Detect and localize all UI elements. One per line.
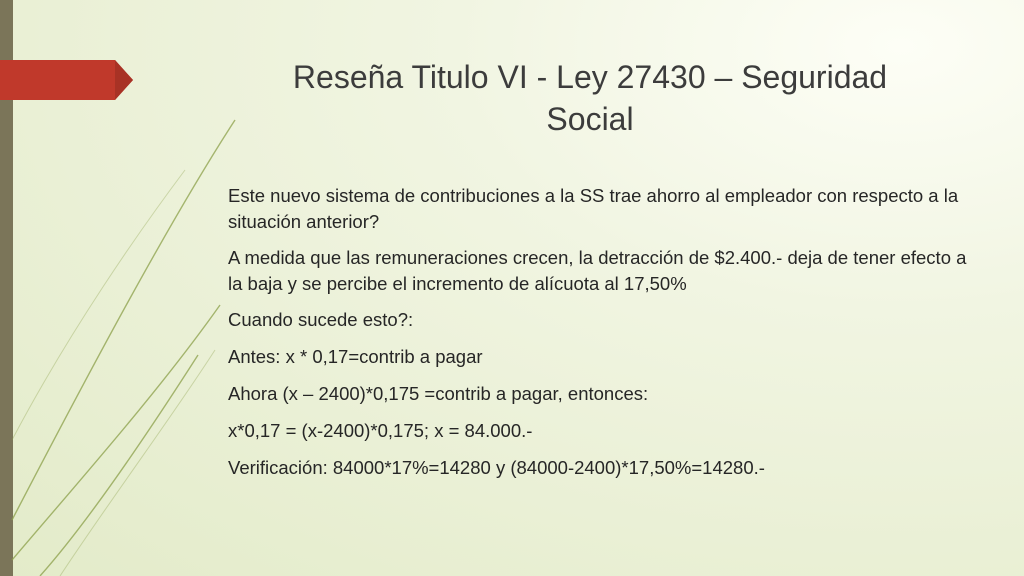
red-arrow-icon xyxy=(0,60,133,100)
paragraph: A medida que las remuneraciones crecen, la detracción de $2.400.- deja de tener efecto a la baja y se percibe el incremento de alícuota al 17,50% xyxy=(228,247,967,294)
body-text-list xyxy=(228,183,968,492)
paragraph: Cuando sucede esto?: xyxy=(228,309,414,330)
paragraph: Este nuevo sistema de contribuciones a la SS trae ahorro al empleador con respecto a la situación anterior? xyxy=(228,185,959,232)
paragraph: Verificación: 84000*17%=14280 y (84000-2400)*17,50%=14280.- xyxy=(228,457,765,478)
title-line: Social xyxy=(546,101,634,137)
decor-line xyxy=(40,355,198,576)
decor-line xyxy=(12,170,185,440)
slide-title xyxy=(230,56,950,140)
paragraph: x*0,17 = (x-2400)*0,175; x = 84.000.- xyxy=(228,420,533,441)
title-line: Reseña Titulo VI - Ley 27430 – Seguridad xyxy=(292,59,888,95)
decor-line xyxy=(12,120,235,520)
decor-line xyxy=(12,305,220,560)
paragraph: Ahora (x – 2400)*0,175 =contrib a pagar, entonces: xyxy=(228,383,649,404)
paragraph: Antes: x * 0,17=contrib a pagar xyxy=(228,346,483,367)
